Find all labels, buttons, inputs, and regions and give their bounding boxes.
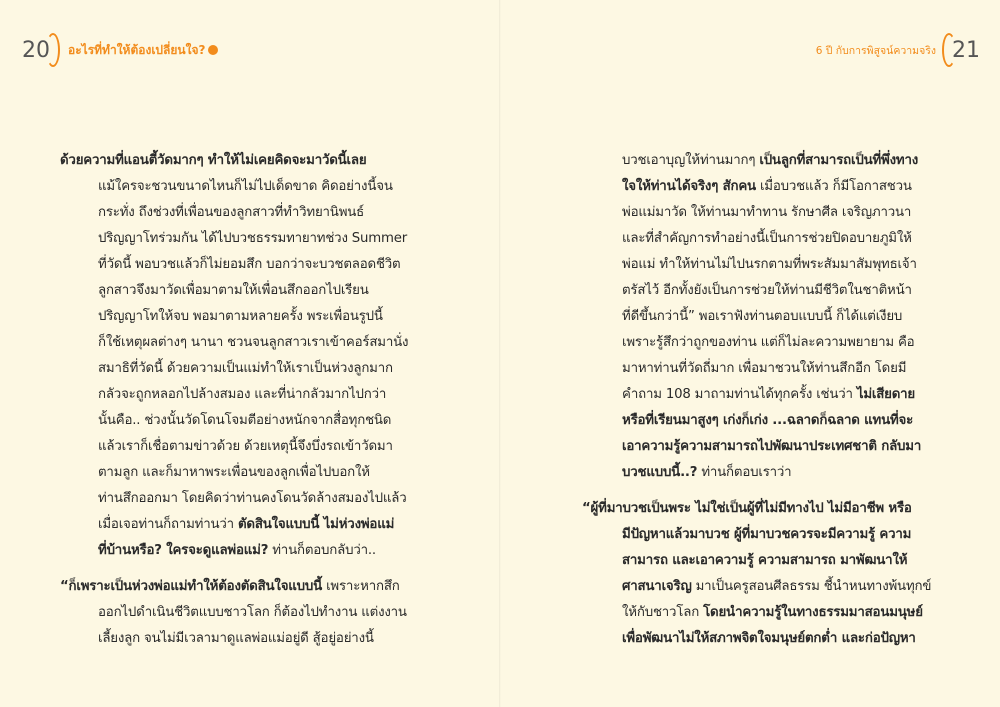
text-line: นั้นคือ.. ช่วงนั้นวัดโดนโจมตีอย่างหนักจากสื่อทุกชนิด	[98, 413, 392, 428]
bold-run: ศาสนาเจริญ	[622, 579, 692, 594]
bold-run: เป็นลูกที่สามารถเป็นที่พึ่งทาง	[759, 153, 919, 168]
text-line: และที่สำคัญการทำอย่างนี้เป็นการช่วยปิดอบายภูมิให้	[622, 231, 912, 246]
text-line: แม้ใครจะชวนขนาดไหนก็ไม่ไปเด็ดขาด คิดอย่างนี้จน	[98, 179, 393, 194]
paragraph	[60, 148, 420, 564]
text-line: ตามลูก และก็มาหาพระเพื่อนของลูกเพื่อไปบอกให้	[98, 465, 370, 480]
paragraph-first-line	[60, 574, 420, 600]
paragraph-body	[582, 522, 942, 652]
paragraph	[60, 574, 420, 652]
text-line: เพื่อพัฒนาไม่ให้สภาพจิตใจมนุษย์ตกต่ำ และก่อปัญหา	[622, 631, 916, 646]
text-line: ที่วัดนี้ พอบวชแล้วก็ไม่ยอมสึก บอกว่าจะบวชตลอดชีวิต	[98, 257, 401, 272]
text-run: บวชเอาบุญให้ท่านมากๆ	[622, 153, 760, 168]
text-run: เพราะหากสึก	[322, 579, 400, 594]
text-line: เอาความรู้ความสามารถไปพัฒนาประเทศชาติ กลับมา	[622, 439, 922, 454]
paragraph-body	[586, 148, 942, 486]
left-page-body	[60, 148, 420, 662]
text-line: กลัวจะถูกหลอกไปล้างสมอง และที่น่ากลัวมากไปกว่า	[98, 387, 387, 402]
text-line: ก็ใช้เหตุผลต่างๆ นานา ชวนจนลูกสาวเราเข้าคอร์สมานั่ง	[98, 335, 409, 350]
bold-run: ใจให้ท่านได้จริงๆ สักคน	[622, 179, 756, 194]
bold-run: “ก็เพราะเป็นห่วงพ่อแม่ทำให้ต้องตัดสินใจแบบนี้	[60, 579, 323, 594]
paragraph-first-line: “ผู้ที่มาบวชเป็นพระ ไม่ใช่เป็นผู้ที่ไม่มีทางไป ไม่มีอาชีพ หรือ	[582, 501, 912, 516]
paragraph-first-line: ด้วยความที่แอนตี้วัดมากๆ ทำให้ไม่เคยคิดจะมาวัดนี้เลย	[60, 153, 367, 168]
paragraph	[586, 148, 942, 486]
text-line	[622, 460, 942, 486]
text-run: ท่านก็ตอบเราว่า	[697, 465, 792, 480]
text-line	[622, 148, 942, 174]
paragraph-body	[60, 600, 420, 652]
paragraph-body	[60, 174, 420, 564]
bold-run: ไม่เสียดาย	[856, 387, 916, 402]
right-page-header	[816, 30, 980, 70]
text-line: เลี้ยงลูก จนไม่มีเวลามาดูแลพ่อแม่อยู่ดี สู้อยู่อย่างนี้	[98, 631, 374, 646]
text-line: ท่านสึกออกมา โดยคิดว่าท่านคงโดนวัดล้างสมองไปแล้ว	[98, 491, 407, 506]
text-run: มาเป็นครูสอนศีลธรรม ชี้นำหนทางพ้นทุกข์	[691, 579, 932, 594]
text-line: พ่อแม่มาวัด ให้ท่านมาทำทาน รักษาศีล เจริญภาวนา	[622, 205, 912, 220]
left-page-number: 20	[22, 37, 50, 63]
text-line	[622, 600, 942, 626]
text-line: พ่อแม่ ทำให้ท่านไม่ไปนรกตามที่พระสัมมาสัมพุทธเจ้า	[622, 257, 917, 272]
text-line: มีปัญหาแล้วมาบวช ผู้ที่มาบวชควรจะมีความรู้ ความ	[622, 527, 912, 542]
text-line: กระทั่ง ถึงช่วงที่เพื่อนของลูกสาวที่ทำวิทยานิพนธ์	[98, 205, 365, 220]
book-title	[68, 41, 218, 60]
text-line: ลูกสาวจึงมาวัดเพื่อมาตามให้เพื่อนสึกออกไปเรียน	[98, 283, 369, 298]
text-run: เมื่อเจอท่านก็ถามท่านว่า	[98, 517, 238, 532]
page-gutter	[499, 0, 501, 707]
text-line	[98, 538, 420, 564]
text-line: มาหาท่านที่วัดถี่มาก เพื่อมาชวนให้ท่านสึกอีก โดยมี	[622, 361, 907, 376]
text-line: ที่ดีขึ้นกว่านี้” พอเราฟังท่านตอบแบบนี้ ก็ได้แต่เงียบ	[622, 309, 903, 324]
text-line	[98, 512, 420, 538]
right-page-number: 21	[952, 37, 980, 63]
text-line: หรือที่เรียนมาสูงๆ เก่งก็เก่ง ...ฉลาดก็ฉลาด แทนที่จะ	[622, 413, 914, 428]
text-line	[622, 174, 942, 200]
text-run: เมื่อบวชแล้ว ก็มีโอกาสชวน	[755, 179, 912, 194]
right-page-body	[582, 148, 942, 662]
bold-run: โดยนำความรู้ในทางธรรมมาสอนมนุษย์	[703, 605, 923, 620]
text-run: คำถาม 108 มาถามท่านได้ทุกครั้ง เช่นว่า	[622, 387, 857, 402]
bold-run: ตัดสินใจแบบนี้ ไม่ห่วงพ่อแม่	[237, 517, 395, 532]
chapter-title: 6 ปี กับการพิสูจน์ความจริง	[815, 44, 936, 57]
text-run: ท่านก็ตอบกลับว่า..	[268, 543, 376, 558]
bold-run: บวชแบบนี้..?	[622, 465, 698, 480]
text-line	[622, 382, 942, 408]
text-run: ให้กับชาวโลก	[622, 605, 704, 620]
text-line: ปริญญาโทให้จบ พอมาตามหลายครั้ง พระเพื่อนรูปนี้	[98, 309, 383, 324]
left-page-header	[22, 30, 218, 70]
text-line: แล้วเราก็เชื่อตามข่าวด้วย ด้วยเหตุนี้จึงบึ่งรถเข้าวัดมา	[98, 439, 393, 454]
text-line: สามารถ และเอาความรู้ ความสามารถ มาพัฒนาให้	[622, 553, 908, 568]
smile-icon	[208, 45, 218, 55]
text-line: ตรัสไว้ อีกทั้งยังเป็นการช่วยให้ท่านมีชีวิตในชาติหน้า	[622, 283, 912, 298]
text-line	[622, 574, 942, 600]
page-number-arc	[46, 33, 60, 67]
bold-run: ที่บ้านหรือ? ใครจะดูแลพ่อแม่?	[98, 543, 269, 558]
text-line: สมาธิที่วัดนี้ ด้วยความเป็นแม่ทำให้เราเป็นห่วงลูกมาก	[98, 361, 393, 376]
paragraph	[582, 496, 942, 652]
text-line: ออกไปดำเนินชีวิตแบบชาวโลก ก็ต้องไปทำงาน แต่งงาน	[98, 605, 407, 620]
text-line: ปริญญาโทร่วมกัน ได้ไปบวชธรรมทายาทช่วง Summer	[98, 231, 407, 246]
book-title-text: อะไรที่ทำให้ต้องเปลี่ยนใจ?	[68, 42, 206, 57]
text-line: เพราะรู้สึกว่าถูกของท่าน แต่ก็ไม่ละความพยายาม คือ	[622, 335, 915, 350]
